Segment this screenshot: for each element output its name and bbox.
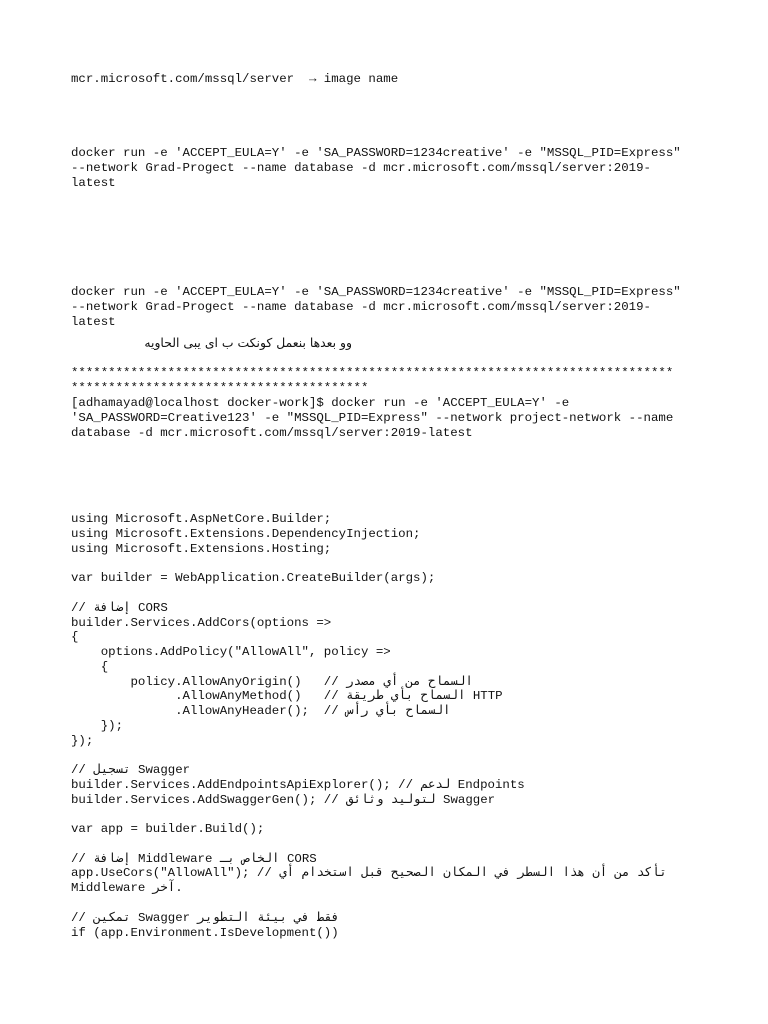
docker-command-1-line-1: docker run -e 'ACCEPT_EULA=Y' -e 'SA_PASSWORD=1234creative' -e "MSSQL_PID=Express": [71, 146, 681, 160]
separator-line-1: *********************************************************************************: [71, 366, 674, 380]
code-line-3: using Microsoft.Extensions.Hosting;: [71, 542, 332, 556]
code-line-24: // إضافة Middleware الخاص بـ CORS: [71, 852, 317, 866]
code-line-26: Middleware آخر.: [71, 881, 183, 895]
docker-command-1-line-2: --network Grad-Progect --name database -d mcr.microsoft.com/mssql/server:2019-: [71, 161, 651, 175]
code-line-19: builder.Services.AddEndpointsApiExplorer(); // لدعم Endpoints: [71, 778, 525, 792]
docker-command-2-line-2: --network Grad-Progect --name database -d mcr.microsoft.com/mssql/server:2019-: [71, 300, 651, 314]
code-line-18: // تسجيل Swagger: [71, 763, 191, 777]
docker-command-3-line-1: [adhamayad@localhost docker-work]$ docker run -e 'ACCEPT_EULA=Y' -e: [71, 396, 570, 410]
code-line-16: });: [71, 734, 94, 748]
code-line-14: .AllowAnyHeader(); // السماح بأي رأس: [71, 704, 451, 718]
code-line-5: var builder = WebApplication.CreateBuilder(args);: [71, 571, 436, 585]
code-line-13: .AllowAnyMethod() // السماح بأي طريقة HTTP: [71, 689, 503, 703]
code-line-28: // تمكين Swagger فقط في بيئة التطوير: [71, 911, 340, 925]
docker-command-2-line-3: latest: [71, 315, 116, 329]
arabic-note: وو بعدها بنعمل كونكت ب اى يبى الحاويه: [144, 335, 352, 350]
code-line-9: {: [71, 630, 79, 644]
separator-line-2: ****************************************: [71, 381, 369, 395]
code-line-12: policy.AllowAnyOrigin() // السماح من أي مصدر: [71, 675, 473, 689]
docker-command-3-line-3: database -d mcr.microsoft.com/mssql/server:2019-latest: [71, 426, 473, 440]
docker-command-1-line-3: latest: [71, 176, 116, 190]
document-page: [71, 0, 711, 1024]
image-name-line: mcr.microsoft.com/mssql/server → image name: [71, 72, 399, 86]
code-line-15: });: [71, 719, 124, 733]
code-line-22: var app = builder.Build();: [71, 822, 265, 836]
code-line-8: builder.Services.AddCors(options =>: [71, 616, 332, 630]
docker-command-3-line-2: 'SA_PASSWORD=Creative123' -e "MSSQL_PID=Express" --network project-network --name: [71, 411, 674, 425]
code-line-29: if (app.Environment.IsDevelopment()): [71, 926, 339, 940]
code-line-25: app.UseCors("AllowAll"); // تأكد من أن هذا السطر في المكان الصحيح قبل استخدام أي: [71, 866, 667, 880]
code-line-1: using Microsoft.AspNetCore.Builder;: [71, 512, 332, 526]
docker-command-2-line-1: docker run -e 'ACCEPT_EULA=Y' -e 'SA_PASSWORD=1234creative' -e "MSSQL_PID=Express": [71, 285, 681, 299]
code-line-10: options.AddPolicy("AllowAll", policy =>: [71, 645, 391, 659]
code-line-2: using Microsoft.Extensions.DependencyInjection;: [71, 527, 421, 541]
code-line-7: // إضافة CORS: [71, 601, 168, 615]
code-line-11: {: [71, 660, 109, 674]
code-line-20: builder.Services.AddSwaggerGen(); // لتوليد وثائق Swagger: [71, 793, 496, 807]
